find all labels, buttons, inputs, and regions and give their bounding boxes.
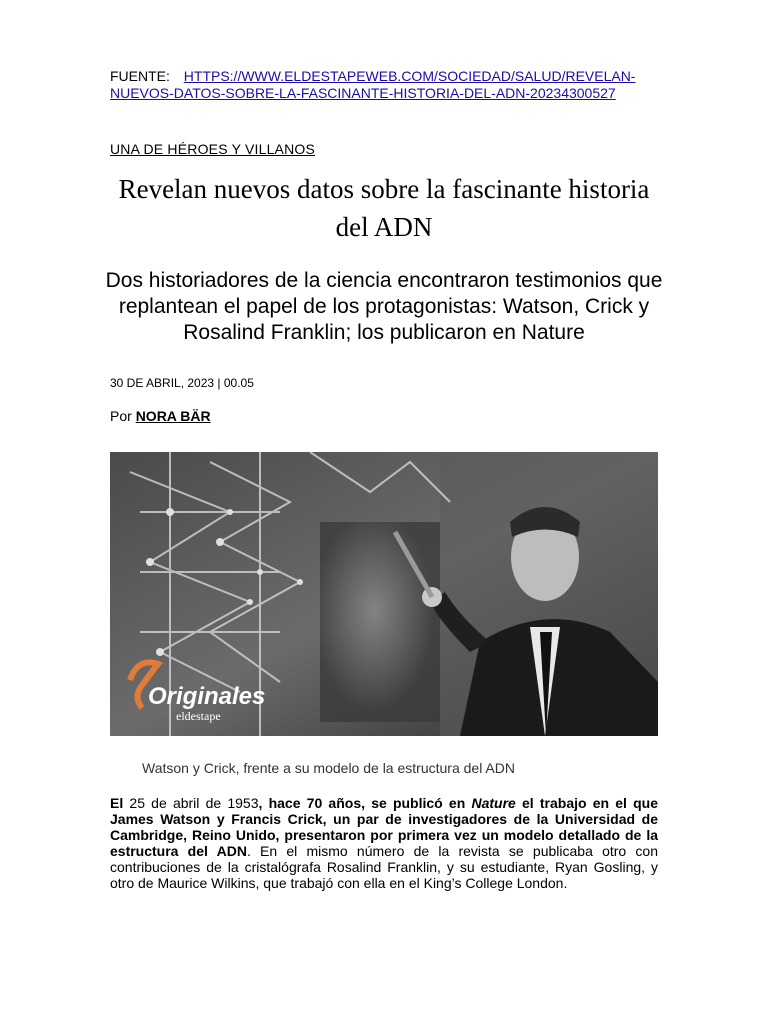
publish-date: 30 DE ABRIL, 2023 | 00.05 (110, 376, 254, 390)
article-body: El 25 de abril de 1953, hace 70 años, se publicó en Nature el trabajo en el que James Watson y Francis Crick, un par de investigadores de la Universidad de Cambridge, Reino Unido, presentaron por primera vez un modelo detallado de la estructura del ADN. En el mismo número de la revista se publicaba otro con contribuciones de la cristalógrafa Rosalind Franklin, y su estudiante, Ryan Gosling, y otro de Maurice Wilkins, que trabajó con ella en el King’s College London. (110, 795, 659, 891)
byline-prefix: Por (110, 408, 132, 424)
source-label: FUENTE: (110, 68, 170, 84)
photo-caption: Watson y Crick, frente a su modelo de la estructura del ADN (142, 760, 515, 776)
svg-text:Originales: Originales (148, 683, 266, 710)
source-link[interactable]: HTTPS://WWW.ELDESTAPEWEB.COM/SOCIEDAD/SALUD/REVELAN- NUEVOS-DATOS-SOBRE-LA-FASCINANTE-HISTORIA-DEL-ADN-20234300527 (110, 68, 636, 101)
author-link[interactable]: NORA BÄR (135, 408, 211, 424)
photo-illustration (110, 452, 658, 736)
article-kicker: UNA DE HÉROES Y VILLANOS (110, 141, 316, 157)
article-headline: Revelan nuevos datos sobre la fascinante historia del ADN (118, 174, 650, 242)
source-line (110, 68, 670, 102)
svg-text:eldestape: eldestape (176, 709, 221, 723)
article-subhead: Dos historiadores de la ciencia encontraron testimonios que replantean el papel de los protagonistas: Watson, Crick y Rosalind Franklin; los publicaron en Nature (105, 269, 663, 344)
article-photo (110, 452, 658, 736)
byline (110, 408, 211, 424)
